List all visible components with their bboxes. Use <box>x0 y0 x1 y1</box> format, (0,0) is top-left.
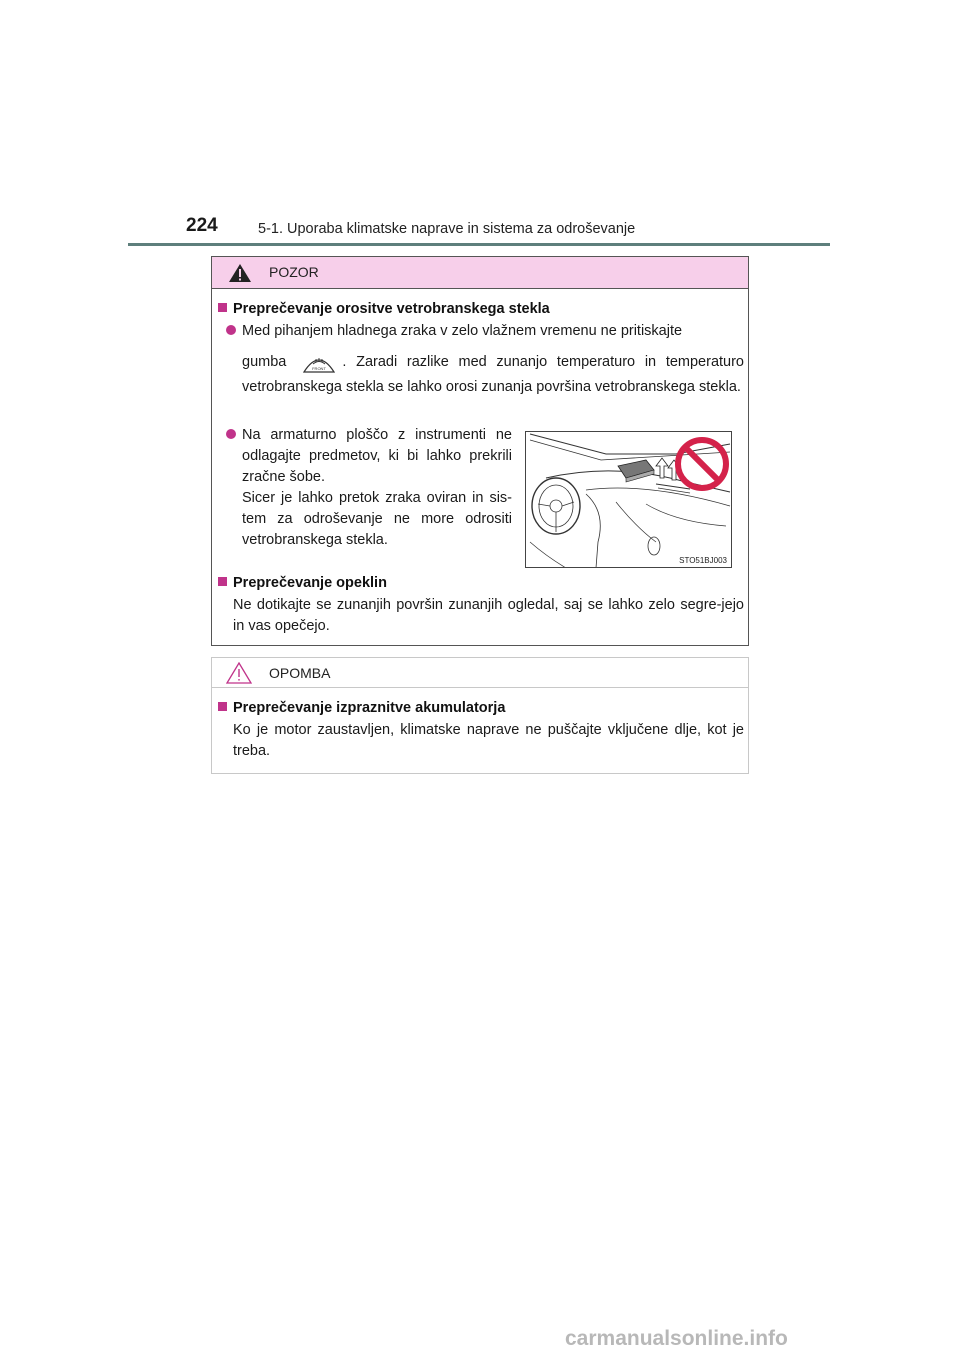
front-defroster-button-icon <box>302 350 336 374</box>
bullet1-rest: vetrobranskega stekla se lahko orosi zunanja površina vetrobranskega stekla. <box>242 379 741 395</box>
prohibition-icon <box>678 440 726 488</box>
bullet1-gumba-line: gumba FRONT . Zaradi razlike med zunanjo temperaturo in temperaturo <box>242 350 744 374</box>
watermark: carmanualsonline.info <box>565 1327 788 1350</box>
button-text: FRONT <box>312 366 327 371</box>
note-box <box>211 657 749 774</box>
note-label: OPOMBA <box>269 665 331 681</box>
note-text: Ko je motor zaustavljen, klimatske naprave ne puščajte vključene dlje, kot je treba. <box>233 722 744 759</box>
note-header <box>212 658 748 688</box>
bullet1-line1: Med pihanjem hladnega zraka v zelo vlažnem vremenu ne pritiskajte <box>226 321 744 342</box>
caution-box <box>211 256 749 646</box>
illustration-code: STO51BJ003 <box>679 556 727 565</box>
header-rule <box>128 243 830 246</box>
square-bullet-icon <box>218 702 227 711</box>
burns-text: Ne dotikajte se zunanjih površin zunanjih ogledal, saj se lahko zelo segre-jejo in vas opečejo. <box>233 597 744 634</box>
warning-icon <box>228 263 252 283</box>
bullet2: Na armaturno ploščo z instrumenti ne odlagajte predmetov, ki bi lahko prekrili zračne šobe. Sicer je lahko pretok zraka oviran in sis-tem za odroševanje ne more odrositi vetrobranskega stekla. <box>242 425 512 551</box>
dashboard-drawing <box>526 432 732 568</box>
caution-label: POZOR <box>269 264 319 280</box>
caution-heading-fog: Preprečevanje orositve vetrobranskega stekla <box>218 301 550 317</box>
caution-header <box>212 257 748 289</box>
circle-bullet-icon <box>226 429 236 439</box>
dashboard-illustration <box>525 431 732 568</box>
notice-triangle-icon <box>226 662 252 684</box>
section-title: 5-1. Uporaba klimatske naprave in sistema za odroševanje <box>258 221 636 237</box>
square-bullet-icon <box>218 303 227 312</box>
caution-heading-burns: Preprečevanje opeklin <box>218 575 387 591</box>
note-heading: Preprečevanje izpraznitve akumulatorja <box>218 700 505 716</box>
page-number: 224 <box>186 215 218 236</box>
square-bullet-icon <box>218 577 227 586</box>
circle-bullet-icon <box>226 325 236 335</box>
